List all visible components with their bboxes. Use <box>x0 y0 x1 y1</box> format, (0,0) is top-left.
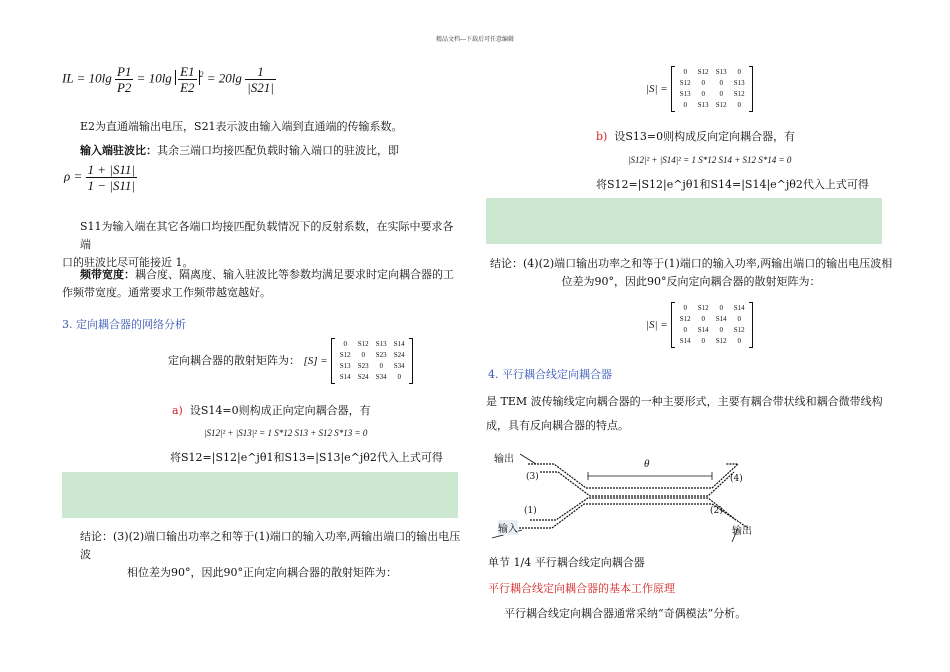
matrix-cell: 0 <box>719 79 723 87</box>
page-header: 精品文档---下载后可任意编辑 <box>435 36 515 43</box>
case-a-line: a) 设S14=0则构成正向定向耦合器，有 <box>172 404 371 417</box>
label-port-4: (4) <box>730 474 743 484</box>
matrix-row <box>676 303 748 314</box>
principle-text: 平行耦合线定向耦合器通常采纳“奇偶模法”分析。 <box>504 607 747 620</box>
matrix-row <box>676 100 748 111</box>
matrix-cell: S12 <box>679 79 691 87</box>
matrix-row <box>676 78 748 89</box>
case-b-substitution: 将S12=|S12|e^jθ1和S14=|S14|e^jθ2代入上式可得 <box>596 178 869 191</box>
matrix-cell: 0 <box>683 101 687 109</box>
matrix-cell: S14 <box>339 373 351 381</box>
matrix-cell: S13 <box>697 101 709 109</box>
matrix-cell: 0 <box>683 304 687 312</box>
matrix-cell: S13 <box>715 68 727 76</box>
label-output-bottom: 输出 <box>732 526 752 537</box>
case-a-substitution: 将S12=|S12|e^jθ1和S13=|S13|e^jθ2代入上式可得 <box>170 451 443 464</box>
matrix-cell: 0 <box>683 68 687 76</box>
matrix-cell: S14 <box>679 337 691 345</box>
principle-title: 平行耦合线定向耦合器的基本工作原理 <box>488 582 675 595</box>
lower-line-inner <box>530 498 736 520</box>
matrix-row <box>676 325 748 336</box>
matrix-row <box>676 336 748 347</box>
equation-placeholder-left <box>62 472 458 518</box>
insertion-loss-equation: IL = 10lg $\frac{P1}{P2}$ = 10lg $\frac{E1}{E2}$ $^2$ = 20lg $\frac{1}{|S21|}$ <box>62 64 274 95</box>
matrix-row <box>336 372 408 383</box>
matrix-cell: S23 <box>357 362 369 370</box>
matrix-cell: 0 <box>719 326 723 334</box>
matrix-cell: S34 <box>375 373 387 381</box>
coupled-line-figure <box>486 446 766 546</box>
matrix-cell: 0 <box>343 340 347 348</box>
conclusion-b: 结论：(4)(2)端口输出功率之和等于(1)端口的输入功率,两输出端口的输出电压波相 位差为90°，因此90°反向定向耦合器的散射矩阵为： <box>490 257 893 288</box>
e2-description: E2为直通端输出电压，S21表示波由输入端到直通端的传输系数。 <box>80 120 403 133</box>
matrix-cell: S12 <box>733 326 745 334</box>
rho-equation: ρ = $\frac{1 + |S11|}{1 - |S11|}$ <box>64 162 135 193</box>
matrix-cell: 0 <box>737 315 741 323</box>
matrix-cell: S13 <box>375 340 387 348</box>
reverse-coupler-matrix-top: |S| = 0 S12 S13 0 S12 0 0 S13 S13 0 0 S12 0 S13 S12 0 <box>646 66 753 112</box>
label-port-1: (1) <box>524 506 537 516</box>
matrix-cell: 0 <box>701 90 705 98</box>
matrix-cell: 0 <box>379 362 383 370</box>
matrix-cell: S12 <box>715 337 727 345</box>
matrix-cell: 0 <box>683 326 687 334</box>
section-3-title: 3. 定向耦合器的网络分析 <box>62 318 186 331</box>
section-4-text: 是 TEM 波传输线定向耦合器的一种主要形式，主要有耦合带状线和耦合微带线构 成，具有反向耦合器的特点。 <box>486 395 883 432</box>
matrix-cell: S23 <box>375 351 387 359</box>
figure-caption: 单节 1/4 平行耦合线定向耦合器 <box>488 556 645 569</box>
matrix-row <box>336 339 408 350</box>
label-port-2: (2) <box>710 506 723 516</box>
matrix-cell: S24 <box>393 351 405 359</box>
matrix-row <box>676 89 748 100</box>
matrix-cell: S12 <box>697 68 709 76</box>
matrix-cell: 0 <box>701 79 705 87</box>
matrix-cell: 0 <box>719 304 723 312</box>
matrix-row <box>676 314 748 325</box>
output-arrow-top <box>520 454 536 464</box>
matrix-cell: 0 <box>737 337 741 345</box>
bandwidth-paragraph: 频带宽度：耦合度、隔离度、输入驻波比等参数均满足要求时定向耦合器的工 作频带宽度。通常要求工作频带越宽越好。 <box>62 268 454 299</box>
matrix-cell: S12 <box>697 304 709 312</box>
matrix-cell: S12 <box>715 101 727 109</box>
matrix-cell: S13 <box>679 90 691 98</box>
matrix-cell: S14 <box>393 340 405 348</box>
matrix-cell: S13 <box>339 362 351 370</box>
matrix-cell: S13 <box>733 79 745 87</box>
section-4-title: 4. 平行耦合线定向耦合器 <box>488 368 612 381</box>
label-theta: θ <box>644 458 650 470</box>
vswr-paragraph: 输入端驻波比：其余三端口均接匹配负载时输入端口的驻波比，即 <box>80 144 399 157</box>
case-a-equation: |S12|² + |S13|² = 1 S*12 S13 + S12 S*13 = 0 <box>204 428 368 438</box>
matrix-cell: 0 <box>701 315 705 323</box>
case-b-line: b) 设S13=0则构成反向定向耦合器，有 <box>596 130 796 143</box>
matrix-cell: 0 <box>397 373 401 381</box>
reverse-coupler-matrix-bottom: |S| = 0 S12 0 S14 S12 0 S14 0 0 S14 0 S12 S14 0 S12 0 <box>646 302 753 348</box>
matrix-row <box>336 361 408 372</box>
s11-paragraph: S11为输入端在其它各端口均接匹配负载情况下的反射系数，在实际中要求各端 口的驻波比尽可能接近 1。 <box>62 220 454 269</box>
matrix-cell: S12 <box>357 340 369 348</box>
matrix-row <box>336 350 408 361</box>
coupler-diagram <box>486 446 766 546</box>
matrix-cell: 0 <box>701 337 705 345</box>
matrix-cell: S12 <box>339 351 351 359</box>
matrix-cell: S24 <box>357 373 369 381</box>
matrix-cell: S12 <box>679 315 691 323</box>
label-input: 输入 <box>498 520 518 535</box>
matrix-cell: 0 <box>361 351 365 359</box>
label-port-3: (3) <box>526 472 539 482</box>
matrix-cell: S14 <box>733 304 745 312</box>
case-b-equation: |S12|² + |S14|² = 1 S*12 S14 + S12 S*14 = 0 <box>628 155 792 165</box>
matrix-cell: 0 <box>737 68 741 76</box>
matrix-cell: 0 <box>719 90 723 98</box>
matrix-cell: 0 <box>737 101 741 109</box>
matrix-cell: S12 <box>733 90 745 98</box>
equation-placeholder-right <box>486 198 882 244</box>
conclusion-a: 结论：(3)(2)端口输出功率之和等于(1)端口的输入功率,两输出端口的输出电压波 相位差为90°，因此90°正向定向耦合器的散射矩阵为： <box>80 530 461 579</box>
matrix-cell: S34 <box>393 362 405 370</box>
label-output-top: 输出 <box>494 454 514 465</box>
matrix-row <box>676 67 748 78</box>
general-scatter-matrix: 定向耦合器的散射矩阵为： [S] = 0 S12 S13 S14 S12 0 S23 S24 S13 S23 0 S34 S14 S24 S34 0 <box>168 338 413 384</box>
matrix-cell: S14 <box>715 315 727 323</box>
matrix-cell: S14 <box>697 326 709 334</box>
